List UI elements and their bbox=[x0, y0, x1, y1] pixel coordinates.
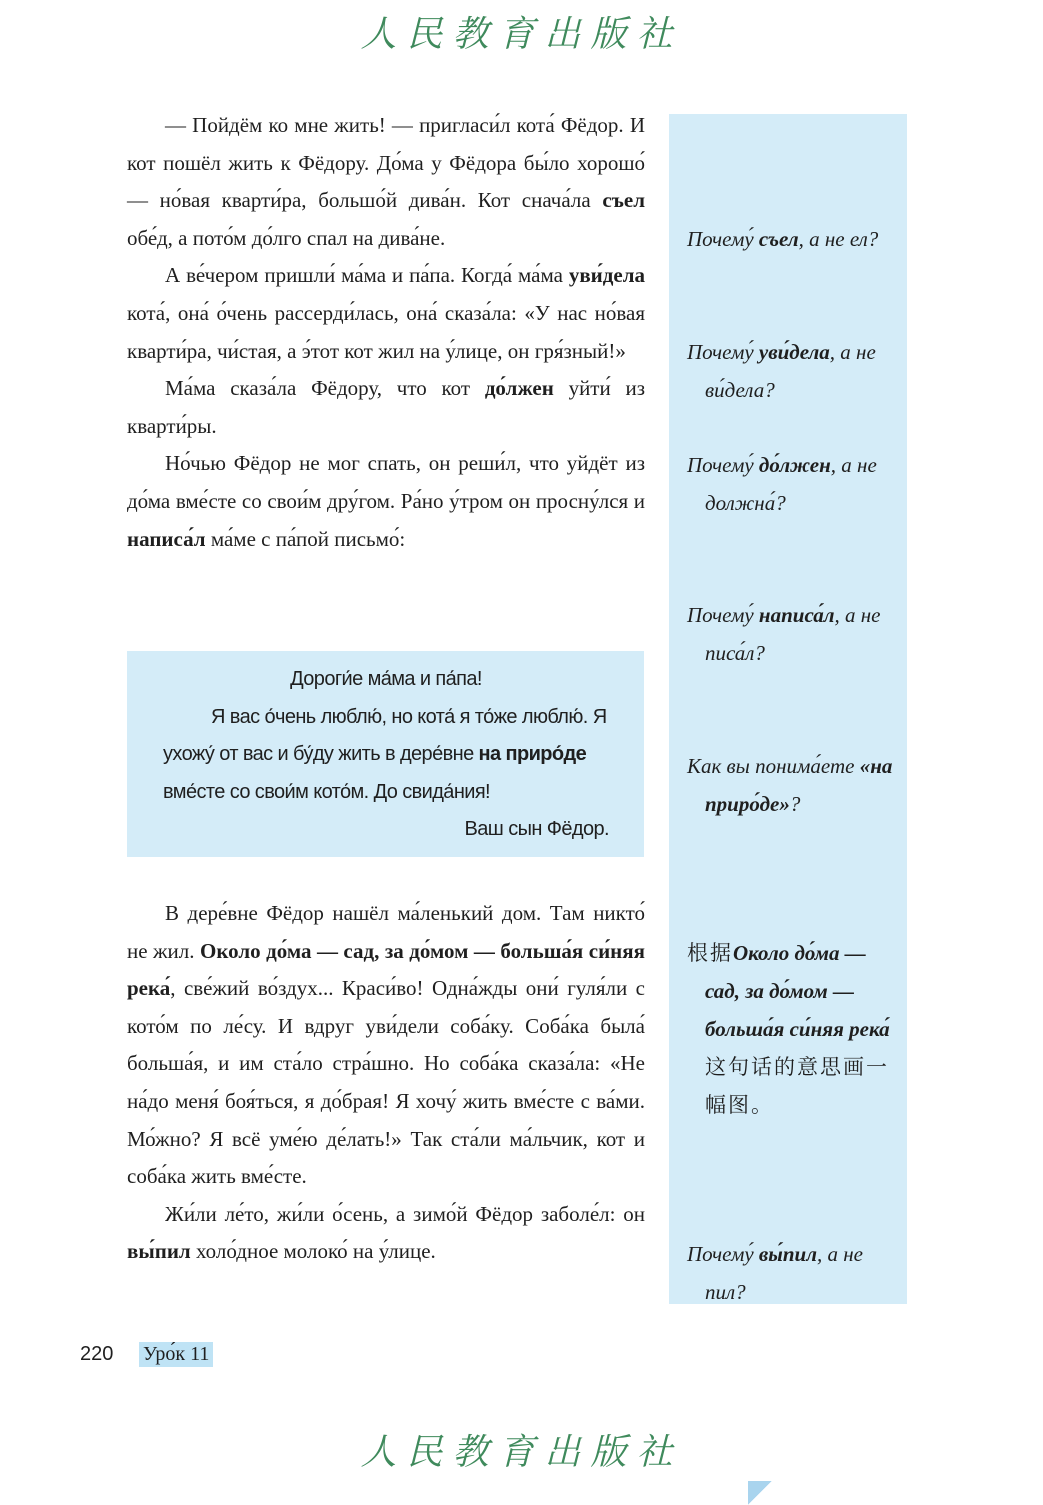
bold-term: до́лжен bbox=[484, 376, 554, 401]
margin-note-3: Почему́ до́лжен, а не должна́? bbox=[687, 453, 877, 515]
bold-term: съел bbox=[602, 188, 645, 213]
bold-term: написа́л bbox=[758, 603, 835, 627]
bold-term: уви́дела bbox=[758, 340, 830, 364]
letter-greeting: Дороги́е ма́ма и па́па! bbox=[290, 668, 482, 690]
bold-term: Около до́ма — сад, за до́мом — больша́я си́няя река́ bbox=[127, 938, 645, 1001]
publisher-logo-top: 人民教育出版社 bbox=[360, 14, 683, 55]
main-text-block-1 bbox=[127, 107, 645, 558]
bold-term: «на приро́де» bbox=[705, 754, 893, 816]
bold-term: до́лжен bbox=[758, 453, 831, 477]
margin-note-2: Почему́ уви́дела, а не ви́дела? bbox=[687, 340, 876, 402]
bold-term: Около до́ма — сад, за до́мом — больша́я си́няя река́ bbox=[705, 941, 890, 1041]
margin-note-1: Почему́ съел, а не ел? bbox=[687, 227, 879, 251]
margin-note-4: Почему́ написа́л, а не писа́л? bbox=[687, 603, 881, 665]
publisher-logo-bottom: 人民教育出版社 bbox=[360, 1432, 683, 1473]
bold-term: на приро́де bbox=[478, 743, 587, 766]
letter-box bbox=[127, 651, 644, 857]
lesson-label: Уро́к 11 bbox=[139, 1342, 213, 1367]
paragraph: Жи́ли ле́то, жи́ли о́сень, а зимо́й Фёдор заболе́л: он вы́пил холо́дное молоко́ на у́лице. bbox=[127, 1201, 645, 1264]
margin-note-6: 根据Около до́ма — сад, за до́мом — больша́я си́няя река́这句话的意思画一幅图。 bbox=[687, 941, 890, 1117]
bold-term: уви́дела bbox=[568, 263, 645, 288]
bold-term: вы́пил bbox=[127, 1239, 191, 1264]
margin-note-5: Как вы понима́ете «на приро́де»? bbox=[687, 754, 893, 816]
main-text-block-2 bbox=[127, 895, 645, 1271]
bold-term: съел bbox=[758, 227, 799, 251]
letter-body: Я вас о́чень люблю́, но кота́ я то́же люблю́. Я ухожу́ от вас и бу́ду жить в дере́вне на приро́де вме́сте со свои́м кото́м. До свида́ния! bbox=[163, 705, 607, 803]
page-fold-corner bbox=[748, 1481, 772, 1505]
margin-note-7: Почему́ вы́пил, а не пил? bbox=[687, 1242, 864, 1304]
bold-term: написа́л bbox=[127, 526, 206, 551]
page-number: 220 bbox=[80, 1343, 114, 1365]
paragraph: Ма́ма сказа́ла Фёдору, что кот до́лжен уйти́ из кварти́ры. bbox=[127, 376, 645, 438]
letter-signature: Ваш сын Фёдор. bbox=[464, 818, 609, 841]
paragraph: А ве́чером пришли́ ма́ма и па́па. Когда́ ма́ма уви́дела кота́, она́ о́чень рассерди́лась, она́ сказа́ла: «У нас но́вая кварти́ра, чи́стая, а э́тот кот жил на у́лице, он гря́зный!» bbox=[127, 263, 645, 363]
margin-sidebar bbox=[669, 114, 907, 1304]
bold-term: вы́пил bbox=[758, 1242, 818, 1266]
paragraph: В дере́вне Фёдор нашёл ма́ленький дом. Там никто́ не жил. Около до́ма — сад, за до́мом — больша́я си́няя река́, све́жий во́здух... Краси́во! Одна́жды они́ гуля́ли с кото́м по ле́су. И вдруг уви́дели соба́ку. Соба́ка была́ больша́я, и им ста́ло стра́шно. Но соба́ка сказа́ла: «Не на́до меня́ боя́ться, я до́брая! Я хочу́ жить вме́сте с ва́ми. Мо́жно? Я всё уме́ю де́лать!» Так ста́ли ма́льчик, кот и соба́ка жить вме́сте. bbox=[127, 901, 645, 1189]
paragraph: — Пойдём ко мне жить! — пригласи́л кота́ Фёдор. И кот пошёл жить к Фёдору. До́ма у Фёдора бы́ло хорошо́ — но́вая кварти́ра, большо́й дива́н. Кот снача́ла съел обе́д, а пото́м до́лго спал на дива́не. bbox=[127, 113, 645, 250]
paragraph: Но́чью Фёдор не мог спать, он реши́л, что уйдёт из до́ма вме́сте со свои́м дру́гом. Ра́но у́тром он просну́лся и написа́л ма́ме с па́пой письмо́: bbox=[127, 451, 645, 551]
